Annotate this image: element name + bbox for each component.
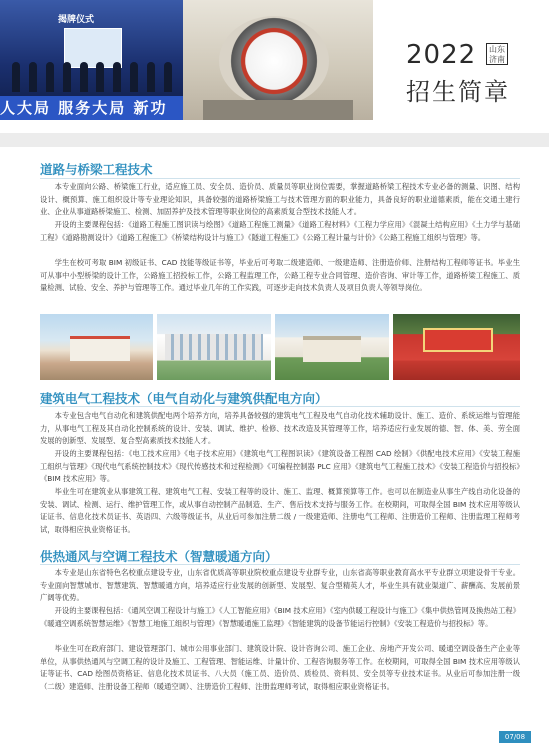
machine-image xyxy=(219,16,329,106)
section-paragraph: 本专业面向公路、桥梁施工行业，适应施工员、安全员、造价员、质量员等职业岗位需要，掌握道路桥梁工程技术专业必备的测量、识图、结构设计、概预算、施工组织设计等专业理论知识，具备较强的道路桥梁施工与技术管理方面的职业能力，具备良好的职业道德素质，能在交通土建行业、企业从事道路桥梁施工、检测、加固养护及技术管理等职业岗位的高素质复合型技术技能人才。 xyxy=(40,182,520,216)
section-paragraph: 开设的主要课程包括：《道路工程施工图识读与绘图》《道路工程施工测量》《道路工程材料》《工程力学应用》《混凝土结构应用》《土力学与基础工程》《道路勘测设计》《道路工程施工》《桥梁结构设计与施工》《隧道工程施工》《公路工程计量与计价》《公路工程施工组织与管理》等。 xyxy=(40,220,520,242)
equipment-photo xyxy=(183,0,373,120)
stage-text: 揭牌仪式 xyxy=(58,15,95,25)
campus-photo xyxy=(157,314,271,380)
section-rule xyxy=(40,564,520,565)
title-block xyxy=(406,40,536,110)
section-paragraph: 开设的主要课程包括：《通风空调工程设计与施工》《人工智能应用》《BIM 技术应用》《室内供暖工程设计与施工》《集中供热管网及换热站工程》《暖通空调系统智慧运维》《智慧工地施工组织与管理》《智慧暖通施工监理》《智能建筑的设备节能运行控制》《安装工程造价与招投标》等。 xyxy=(40,606,520,628)
section-paragraph: 毕业生可在建筑业从事建筑工程、建筑电气工程、安装工程等的设计、施工、监理、概算预算等工作。也可以在制造业从事生产线自动化设备的安装、调试、检测、运行、维护管理工作，或从事自动控制产品制造、生产、售后技术支持与服务工作。在校期间，可取得全国 BIM 技术应用等级认证证书、信息化技术员证书、英语四、六级等级证书，从业后可参加注册二级 / 一级建造师、注册电气工程师、注册造价工程师、注册监理工程师考试，取得相应执业资格证书。 xyxy=(40,487,520,534)
section-paragraph: 学生在校可考取 BIM 初级证书、CAD 技能等级证书等，毕业后可考取二级建造师、一级建造师、注册造价师、注册结构工程师等证书。毕业生可从事中小型桥梁的设计工作，公路施工招投标工作，公路工程监理工作，公路工程专业合同管理、造价咨询、审计等工作，道路桥梁工程施工、质量检测、试验、安全、养护与管理等工作。通过毕业几年的工作实践，可逐步走向技术负责人及项目负责人等领导岗位。 xyxy=(40,258,520,292)
people-row xyxy=(12,62,172,92)
ceremony-photo xyxy=(0,0,183,120)
campus-photo xyxy=(40,314,153,380)
section-paragraph: 开设的主要课程包括：《电工技术应用》《电子技术应用》《建筑电气工程图识读》《建筑设备工程图 CAD 绘制》《供配电技术应用》《安装工程施工组织与管理》《现代电气系统控制技术》《现代传感技术和过程检测》《可编程控制器 PLC 应用》《建筑电气工程施工技术》《安装工程造价与招投标》《BIM 技术应用》等。 xyxy=(40,449,520,483)
year: 2022 xyxy=(406,40,477,70)
campus-photo xyxy=(275,314,389,380)
campus-photo xyxy=(393,314,520,380)
section-paragraph: 本专业包含电气自动化和建筑供配电两个培养方向，培养具备较强的建筑电气工程及电气自动化技术辅助设计、施工、造价、系统运维与管理能力，从事电气工程及其自动化控制系统的设计、安装、调试、维护、检修、技术改造及其管理等工作，培养适应行业发展的德、智、体、美、劳全面发展的创新型、发展型、复合型高素质技术技能人才。 xyxy=(40,411,520,445)
ceremony-banner: 人大局 服务大局 新功 xyxy=(0,96,183,120)
header xyxy=(0,0,549,126)
page-number: 07/08 xyxy=(499,731,531,743)
section-title: 供热通风与空调工程技术（智慧暖通方向） xyxy=(40,549,278,564)
section-paragraph: 本专业是山东省特色名校重点建设专业，山东省优质高等职业院校重点建设专业群专业，山东省高等职业教育高水平专业群立项建设骨干专业。专业面向智慧城市、智慧建筑、智慧暖通方向，培养适应行业发展的创新型、发展型、复合型精英人才，毕业生具有就业渠道广、薪酬高、发展前景广阔等优势。 xyxy=(40,568,520,602)
machine-base xyxy=(203,100,353,120)
divider-bar xyxy=(0,133,549,147)
section-title: 建筑电气工程技术（电气自动化与建筑供配电方向） xyxy=(40,391,328,406)
section-rule xyxy=(40,178,520,179)
section-rule xyxy=(40,406,520,407)
section-paragraph: 毕业生可在政府部门、建设管理部门、城市公用事业部门、建筑设计院、设计咨询公司、施工企业、房地产开发公司、暖通空调设备生产企业等单位，从事供热通风与空调工程的设计及施工、工程管理、智能运维、计量计价、工程咨询服务等工作。在校期间，可取得全国 BIM 技术应用等级认证等证书、CAD 绘图员资格证、信息化技术员证书、八大员（施工员、造价员、质检员、资料员、安全员等专业技术证书。从业后可参加注册一级（二级）建造师、注册设备工程师（暖通空调）、注册造价工程师、注册监理师考试，取得相应职业资格证书。 xyxy=(40,644,520,691)
recruit-title: 招生简章 xyxy=(406,78,510,106)
location-badge: 山东济南 xyxy=(486,43,508,65)
section-title: 道路与桥梁工程技术 xyxy=(40,162,153,177)
